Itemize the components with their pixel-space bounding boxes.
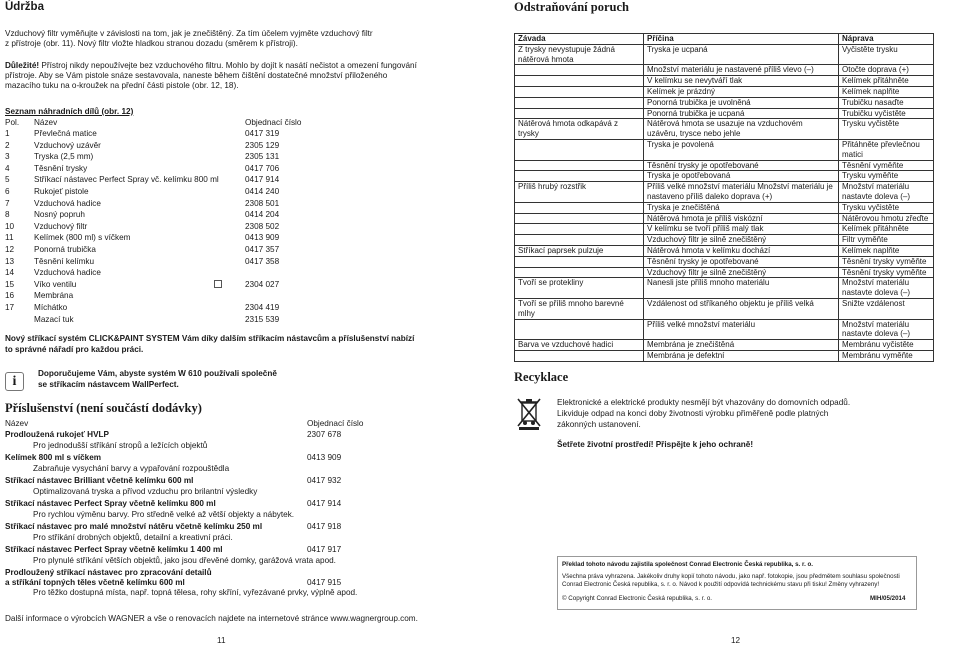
checkbox-icon [214,280,222,288]
fault-cell-cause: Membrána je znečištěná [644,340,839,351]
protect-nature: Šetřete životní prostředí! Přispějte k jeho ochraně! [557,440,754,449]
fault-cell-cause: Vzdálenost od stříkaného objektu je příliš velká [644,298,839,319]
fault-cell-fault [515,267,644,278]
fault-row [515,350,934,361]
parts-row [5,210,445,220]
accessory-desc: Pro rychlou výměnu barvy. Pro středně velké až větší objekty a nábytek. [33,510,295,519]
accessory-row [5,430,445,440]
parts-pos: 15 [5,279,15,289]
parts-pos: 3 [5,152,10,162]
footer-line1: Překlad tohoto návodu zajistila společnost Conrad Electronic Česká republika, s. r. o. [562,561,814,568]
fault-row [515,119,934,140]
fault-row [515,76,934,87]
parts-row [5,303,445,313]
parts-title: Seznam náhradních dílů (obr. 12) [5,107,134,116]
fault-row [515,202,934,213]
accessory-row [5,476,445,486]
troubleshoot-title: Odstraňování poruch [514,0,629,14]
fault-cell-fault [515,350,644,361]
accessory-desc: Optimalizovaná tryska a přívod vzduchu pro brilantní výsledky [33,487,258,496]
parts-num: 2305 129 [245,140,280,150]
fault-row [515,139,934,160]
fault-row [515,245,934,256]
footer-line2: Všechna práva vyhrazena. Jakékoliv druhy kopií tohoto návodu, jako např. fotokopie, jsou předmětem souhlasu společnosti [562,573,900,580]
fault-cell-fix: Membránu vyměňte [839,350,934,361]
parts-num: 0413 909 [245,233,280,243]
fault-row [515,278,934,299]
fault-row [515,160,934,171]
parts-name: Těsnění trysky [34,163,88,173]
fault-cell-fault [515,97,644,108]
accessory-row [5,522,445,532]
acc-last-num: 0417 915 [307,578,342,587]
fault-cell-fault [515,76,644,87]
important-label: Důležité! [5,61,40,70]
fault-cell-cause: Tryska je opotřebovaná [644,171,839,182]
parts-pos: 16 [5,291,15,301]
info-icon: i [5,372,24,391]
parts-name: Tryska (2,5 mm) [34,152,94,162]
parts-pos: 11 [5,233,14,243]
parts-header-pos: Pol. [5,118,20,127]
fault-cell-cause: Ponorná trubička je uvolněná [644,97,839,108]
acc-header-num: Objednací číslo [307,419,364,428]
fault-table-header [515,34,934,45]
parts-num: 0417 358 [245,256,280,266]
fault-cell-cause: Tryska je znečištěná [644,202,839,213]
parts-header-num: Objednací číslo [245,118,302,127]
parts-row [5,152,445,162]
fault-cell-fix: Snižte vzdálenost [839,298,934,319]
fault-cell-fault [515,319,644,340]
fault-cell-fault [515,256,644,267]
parts-name: Míchátko [34,303,68,312]
fault-cell-fault: Z trysky nevystupuje žádná nátěrová hmota [515,44,644,65]
recycling-text-3: zákonných ustanovení. [557,420,641,429]
parts-header-name: Název [34,118,58,127]
parts-pos: 8 [5,210,10,220]
parts-num: 0414 240 [245,187,280,196]
fault-cell-fault: Stříkací paprsek pulzuje [515,245,644,256]
fault-row [515,235,934,246]
parts-name: Stříkací nástavec Perfect Spray vč. kelímku 800 ml [34,175,219,185]
recycling-title: Recyklace [514,370,569,384]
parts-name: Převlečná matice [34,129,97,138]
fault-cell-fix: Kelímek přitáhněte [839,224,934,235]
maintenance-text-2: z přístroje (obr. 11). Nový filtr vložte hladkou stranou dozadu (směrem k přístroji). [5,39,298,48]
fault-cell-fix: Těsnění trysky vyměňte [839,267,934,278]
system-note-1: Nový stříkací systém CLICK&PAINT SYSTEM Vám díky dalším stříkacím nástavcům a příslušenství nabízí [5,334,415,343]
parts-num: 2304 027 [245,279,280,289]
fault-cell-fault: Barva ve vzduchové hadici [515,340,644,351]
more-info: Další informace o výrobcích WAGNER a vše o renovacích najdete na internetové stránce www.wagnergroup.com. [5,614,418,623]
fault-cell-cause: Množství materiálu je nastavené příliš vlevo (–) [644,65,839,76]
parts-row [5,245,445,255]
fault-row [515,108,934,119]
accessory-name: Stříkací nástavec Brilliant včetně kelímku 600 ml [5,476,194,485]
fault-cell-cause: Vzduchový filtr je silně znečištěný [644,235,839,246]
fault-cell-fault: Tvoří se protekliny [515,278,644,299]
parts-num: 0417 914 [245,175,280,185]
parts-num: 2308 502 [245,221,280,231]
fault-cell-cause: Tryska je povolená [644,139,839,160]
footer-copyright: © Copyright Conrad Electronic Česká republika, s. r. o. [562,595,713,602]
page-number-right: 12 [731,636,741,645]
fault-cell-cause: Nátěrová hmota se usazuje na vzduchovém uzávěru, trysce nebo jehle [644,119,839,140]
acc-last-desc: Pro těžko dostupná místa, např. topná tělesa, rohy skříní, vyřezávané prvky, výplně apod. [33,588,358,597]
parts-num: 2304 419 [245,303,280,312]
parts-num: 2315 539 [245,314,280,324]
fault-cell-fault [515,65,644,76]
fault-cell-fault [515,139,644,160]
system-note-2: to správné nářadí pro každou práci. [5,345,144,354]
fault-cell-fix: Množství materiálu nastavte doleva (–) [839,182,934,203]
accessory-name: Stříkací nástavec Perfect Spray včetně kelímku 1 400 ml [5,545,223,554]
accessory-desc: Pro stříkání drobných objektů, detailní a kreativní práci. [33,533,233,542]
fault-cell-fix: Membránu vyčistěte [839,340,934,351]
fault-row [515,340,934,351]
recycling-text-1: Elektronické a elektrické produkty nesmějí být vhazovány do domovních odpadů. [557,398,851,407]
parts-row [5,222,445,232]
fault-cell-fault: Tvoří se příliš mnoho barevné mlhy [515,298,644,319]
fault-cell-cause: Nanesli jste příliš mnoho materiálu [644,278,839,299]
fault-row [515,86,934,97]
recommend-1: Doporučujeme Vám, abyste systém W 610 používali společně [38,369,277,378]
parts-header [5,118,445,128]
parts-num: 0414 204 [245,210,280,220]
parts-row [5,199,445,209]
important-note [5,61,417,71]
page-number-left: 11 [217,636,226,645]
fault-cell-fix: Kelímek naplňte [839,245,934,256]
important-text-1: Přístroj nikdy nepoužívejte bez vzduchového filtru. Mohlo by dojít k nasátí nečistot a omezení fungování [39,61,417,70]
parts-row [5,164,445,174]
fault-cell-fix: Množství materiálu nastavte doleva (–) [839,319,934,340]
parts-name: Vzduchový uzávěr [34,140,101,150]
fault-cell-fix: Těsnění trysky vyměňte [839,256,934,267]
accessory-num: 0417 918 [307,522,342,531]
parts-row [5,280,445,290]
fault-cell-fix: Filtr vyměňte [839,235,934,246]
parts-num: 0417 706 [245,163,280,173]
fault-cell-fault [515,213,644,224]
fault-cell-cause: Tryska je ucpaná [644,44,839,65]
parts-name: Rukojeť pistole [34,187,89,196]
fault-row [515,44,934,65]
fault-row [515,213,934,224]
parts-name: Kelímek (800 ml) s víčkem [34,233,131,243]
accessory-num: 0417 914 [307,499,342,508]
parts-num: 0417 357 [245,245,280,254]
fault-cell-cause: Kelímek je prázdný [644,86,839,97]
fault-cell-fix: Trysku vyměňte [839,171,934,182]
fault-cell-fault: Nátěrová hmota odkapává z trysky [515,119,644,140]
footer-box [557,556,917,610]
parts-row [5,175,445,185]
parts-pos: 12 [5,245,15,254]
parts-name: Membrána [34,291,74,301]
weee-bin-icon [516,396,542,430]
fault-cell-fault: Příliš hrubý rozstřik [515,182,644,203]
acc-last-name-2: a stříkání topných těles včetně kelímku 600 ml [5,578,185,587]
fault-cell-fix: Množství materiálu nastavte doleva (–) [839,278,934,299]
fault-row [515,224,934,235]
accessory-row [5,453,445,463]
fault-cell-fix: Trubičku vyčistěte [839,108,934,119]
parts-pos: 6 [5,187,10,196]
accessory-name: Prodloužená rukojeť HVLP [5,430,110,439]
fault-cell-cause: V kelímku se nevytváří tlak [644,76,839,87]
parts-pos: 7 [5,198,10,208]
fault-cell-fix: Trysku vyčistěte [839,202,934,213]
fault-cell-cause: Těsnění trysky je opotřebované [644,256,839,267]
parts-pos: 5 [5,175,10,185]
fault-cell-fix: Vyčistěte trysku [839,44,934,65]
parts-row [5,315,445,325]
parts-num: 2308 501 [245,198,280,208]
parts-name: Vzduchová hadice [34,198,101,208]
fault-table [514,33,934,362]
accessory-name: Stříkací nástavec Perfect Spray včetně kelímku 800 ml [5,499,216,508]
fault-row [515,267,934,278]
parts-pos: 1 [5,129,10,138]
fault-row [515,182,934,203]
fault-cell-cause: V kelímku se tvoří příliš malý tlak [644,224,839,235]
fault-cell-cause: Nátěrová hmota je příliš viskózní [644,213,839,224]
parts-row [5,233,445,243]
header-fault: Závada [515,34,644,45]
parts-pos: 13 [5,256,15,266]
acc-last-name-1: Prodloužený stříkací nástavec pro zpracování detailů [5,568,212,577]
fault-cell-cause: Příliš velké množství materiálu [644,319,839,340]
fault-row [515,65,934,76]
fault-cell-cause: Vzduchový filtr je silně znečištěný [644,267,839,278]
fault-cell-fix: Kelímek naplňte [839,86,934,97]
parts-num: 2305 131 [245,152,280,162]
accessory-num: 0417 917 [307,545,342,554]
recommend-2: se stříkacím nástavcem WallPerfect. [38,380,179,389]
parts-name: Vzduchová hadice [34,268,101,278]
parts-pos: 4 [5,163,10,173]
parts-row [5,187,445,197]
accessory-name: Kelímek 800 ml s víčkem [5,453,102,462]
parts-name: Ponorná trubička [34,245,96,254]
accessory-row [5,499,445,509]
parts-pos: 14 [5,268,15,278]
fault-row [515,298,934,319]
fault-cell-fault [515,108,644,119]
fault-cell-cause: Těsnění trysky je opotřebované [644,160,839,171]
fault-cell-fault [515,202,644,213]
parts-name: Víko ventilu [34,279,77,289]
accessory-desc: Pro jednodušší stříkání stropů a ležících objektů [33,441,208,450]
acc-header-name: Název [5,419,29,428]
important-text-2: přístroje. Aby se Vám pistole snáze sestavovala, naneste během čištění dostatečné množství přiloženého [5,71,388,80]
parts-row [5,129,445,139]
fault-cell-fault [515,224,644,235]
fault-cell-cause: Membrána je defektní [644,350,839,361]
parts-num: 0417 319 [245,129,280,138]
parts-pos: 2 [5,140,10,150]
fault-cell-fix: Trysku vyčistěte [839,119,934,140]
parts-row [5,291,445,301]
fault-cell-fault [515,160,644,171]
header-cause: Příčina [644,34,839,45]
fault-cell-fix: Kelímek přitáhněte [839,76,934,87]
acc-last-row [5,578,445,588]
fault-cell-fault [515,86,644,97]
fault-cell-cause: Nátěrová hmota v kelímku dochází [644,245,839,256]
fault-cell-fault [515,235,644,246]
important-text-3: mazacího tuku na o-kroužek na přední části pistole (obr. 12, 18). [5,81,239,90]
footer-code: MIH/05/2014 [870,595,906,602]
fault-row [515,97,934,108]
accessory-row [5,545,445,555]
accessories-title: Příslušenství (není součástí dodávky) [5,401,202,415]
parts-name: Nosný popruh [34,210,85,220]
accessory-num: 0417 932 [307,476,342,485]
parts-name: Těsnění kelímku [34,256,95,266]
parts-row [5,257,445,267]
maintenance-title: Údržba [5,1,44,13]
parts-row [5,268,445,278]
parts-pos: 17 [5,303,15,312]
fault-cell-cause: Příliš velké množství materiálu Množství materiálu je nastaveno příliš daleko doprava (+) [644,182,839,203]
recycling-text-2: Likviduje odpad na konci doby životnosti výrobku přiměřeně podle platných [557,409,829,418]
fault-cell-fix: Přitáhněte převlečnou matici [839,139,934,160]
accessory-num: 0413 909 [307,453,342,462]
footer-line3: Conrad Electronic Česká republika, s. r. o. Návod k použití odpovídá technickému stavu při tisku! Změny vyhrazeny! [562,581,880,588]
parts-row [5,141,445,151]
parts-name: Vzduchový filtr [34,221,88,231]
accessory-desc: Zabraňuje vysychání barvy a vypařování rozpouštědla [33,464,230,473]
fault-cell-fix: Trubičku nasaďte [839,97,934,108]
parts-name: Mazací tuk [34,314,74,324]
accessory-desc: Pro plynulé stříkání větších objektů, jako jsou dřevěné domky, garážová vrata apod. [33,556,336,565]
fault-cell-fix: Otočte doprava (+) [839,65,934,76]
fault-row [515,171,934,182]
fault-cell-cause: Ponorná trubička je ucpaná [644,108,839,119]
fault-cell-fix: Těsnění vyměňte [839,160,934,171]
fault-cell-fix: Nátěrovou hmotu zřeďte [839,213,934,224]
parts-pos: 10 [5,221,15,231]
maintenance-text-1: Vzduchový filtr vyměňujte v závislosti na tom, jak je znečištěný. Za tím účelem vyjměte vzduchový filtr [5,29,373,38]
fault-row [515,319,934,340]
fault-row [515,256,934,267]
accessory-num: 2307 678 [307,430,342,439]
fault-cell-fault [515,171,644,182]
header-fix: Náprava [839,34,934,45]
acc-header [5,419,445,429]
accessory-name: Stříkací nástavec pro malé množství nátěru včetně kelímku 250 ml [5,522,263,531]
